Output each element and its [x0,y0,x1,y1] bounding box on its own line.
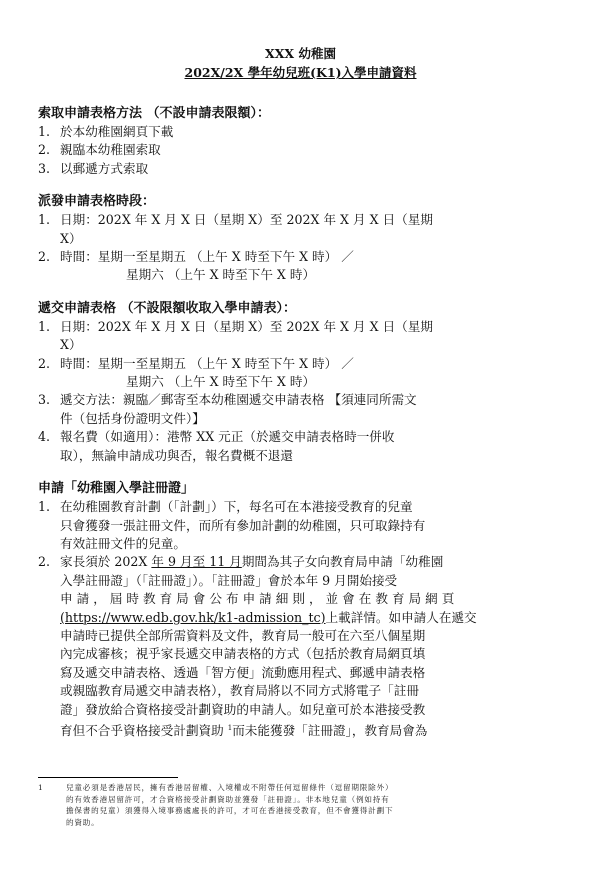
paragraph-line: 寫及遞交申請表格、透過「智方便」流動應用程式、郵遞申請表格 [60,664,426,680]
item-number: 1. [38,499,51,515]
method-line: 件（包括身份證明文件）】 [60,410,205,426]
paragraph-line [60,609,563,627]
item-number: 1. [38,212,51,228]
fee-line: 報名費（如適用）：港幣 XX 元正（於遞交申請表格時一併收 [60,429,395,445]
document-subtitle: 202X/2X 學年幼兒班(K1)入學申請資料 [184,65,417,80]
paragraph-line [60,553,563,571]
section-heading-register: 申請「幼稚園入學註冊證」 [38,481,195,497]
submit-method [38,391,563,428]
method-line: 遞交方法：親臨／郵寄至本幼稚園遞交申請表格 【須連同所需文 [60,392,417,408]
footnote-divider [38,777,178,778]
footnote-ref: 1 [227,723,233,732]
footnote-line: 兒童必須是香港居民，擁有香港居留權、入境權或不附帶任何逗留條件（逗留期限除外） [66,783,394,792]
submit-fee [38,428,563,465]
obtain-list [38,123,563,178]
register-paragraph-2 [38,553,563,740]
paragraph-line: 在幼稚園教育計劃（「計劃」）下，每名可在本港接受教育的兒童 [60,499,413,515]
date-line: X） [60,337,82,353]
section-heading-distribute: 派發申請表格時段： [38,194,156,210]
paragraph-line [60,719,563,741]
distribute-time [38,248,563,285]
footnote-line: 的有效香港居留許可，才合資格接受計劃資助並獲發「註冊證」。非本地兒童（例如持有 [66,794,390,804]
item-number: 2. [38,355,51,371]
list-item [38,160,563,178]
register-paragraph-1 [38,498,563,553]
document-title: XXX 幼稚園 [265,46,336,61]
item-number: 1. [38,124,51,139]
time-line: 星期六 （上午 X 時至下午 X 時） [126,374,316,390]
section-heading-submit: 遞交申請表格 （不設限額收取入學申請表）： [38,300,297,316]
paragraph-line: 申請時已提供全部所需資料及文件，教育局一般可在六至八個星期 [60,627,426,643]
paragraph-line: 申 請 ， 屆 時 教 育 局 會 公 布 申 請 細 則 ， 並 會 在 教 育 局 網 頁 [60,591,455,607]
item-number: 2. [38,249,51,265]
application-period: 年 9 月至 11 月 [151,554,242,570]
paragraph-line: 只會獲發一張註冊文件，而所有參加計劃的幼稚園，只可取錄持有 [60,517,426,533]
paragraph-line: 證」發放給合資格接受計劃資助的申請人。如兒童可於本港接受教 [60,701,426,717]
list-item [38,141,563,159]
date-line: 日期：202X 年 X 月 X 日（星期 X）至 202X 年 X 月 X 日（星期 [60,318,433,334]
text-run: 家長須於 202X [60,554,152,570]
item-text: 於本幼稚園網頁下載 [60,124,174,139]
paragraph-line: 內完成審核；視乎家長遞交申請表格的方式（包括於教育局網頁填 [60,646,426,662]
paragraph-line: 或親臨教育局遞交申請表格），教育局將以不同方式將電子「註冊 [60,683,419,699]
item-number: 4. [38,429,51,445]
list-item [38,123,563,141]
submit-time [38,355,563,392]
item-text: 親臨本幼稚園索取 [60,142,161,158]
submit-date [38,318,563,355]
document-page [38,40,563,741]
time-line: 時間：星期一至星期五 （上午 X 時至下午 X 時） ／ [60,355,354,371]
section-heading-obtain: 索取申請表格方法 （不設申請表限額）： [38,106,271,121]
time-line: 時間：星期一至星期五 （上午 X 時至下午 X 時） ／ [60,249,354,265]
item-text: 以郵遞方式索取 [60,160,149,176]
text-run: 上載詳情。如申請人在遞交 [325,609,477,625]
item-number: 3. [38,392,51,408]
distribute-date [38,211,563,248]
footnote [38,782,563,828]
time-line: 星期六 （上午 X 時至下午 X 時） [126,267,316,283]
footnote-line: 的資助。 [66,817,100,827]
item-number: 3. [38,160,51,176]
footnote-marker: 1 [38,783,43,792]
text-run: 育但不合乎資格接受計劃資助 [60,723,228,739]
date-line: 日期：202X 年 X 月 X 日（星期 X）至 202X 年 X 月 X 日（星期 [60,212,433,228]
fee-line: 取），無論申請成功與否，報名費概不退還 [60,447,293,463]
date-line: X） [60,230,82,246]
text-run: 期間為其子女向教育局申請「幼稚園 [241,554,444,570]
footnote-line: 擔保書的兒童）須獲得入境事務處處長的許可，才可在香港接受教育，但不會獲得計劃下 [66,806,394,816]
text-run: 而未能獲發「註冊證」，教育局會為 [232,723,428,739]
edb-link[interactable]: (https://www.edb.gov.hk/k1-admission_tc) [60,609,326,625]
paragraph-line: 入學註冊證」（「註冊證」）。「註冊證」會於本年 9 月開始接受 [60,572,398,588]
item-number: 2. [38,142,51,158]
item-number: 2. [38,554,51,570]
item-number: 1. [38,318,51,334]
paragraph-line: 有效註冊文件的兒童。 [60,535,186,551]
